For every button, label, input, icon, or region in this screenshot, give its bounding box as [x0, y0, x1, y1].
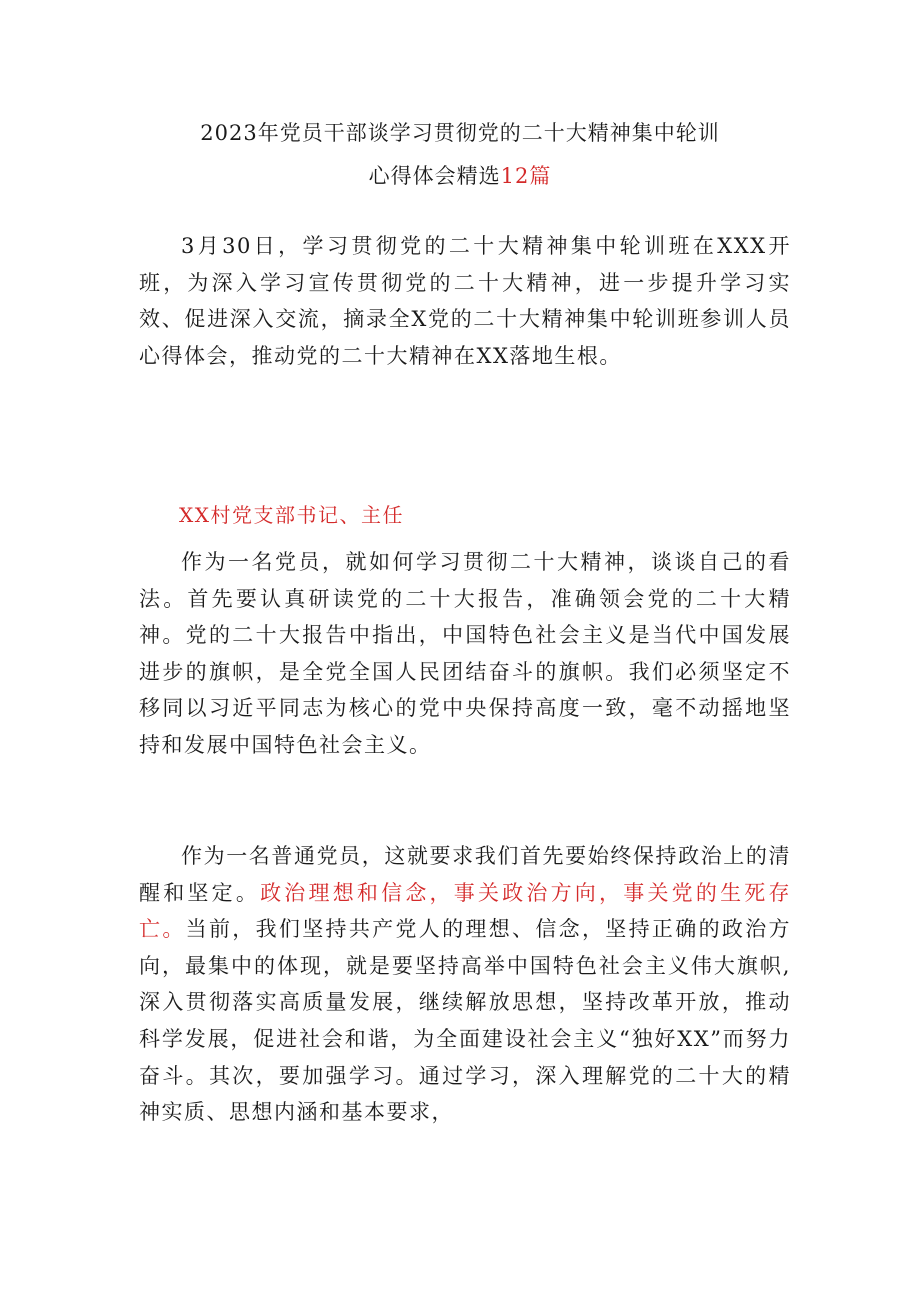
document-title-line1: 2023年党员干部谈学习贯彻党的二十大精神集中轮训 — [200, 121, 720, 145]
title-highlight: 12篇 — [500, 164, 552, 188]
title-line2-text: 心得体会精选 — [368, 164, 501, 188]
paragraph-2-end: 当前，我们坚持共产党人的理想、信念，坚持正确的政治方向，最集中的体现，就是要坚持高举中国特色社会主义伟大旗帜,深入贯彻落实高质量发展，继续解放思想，坚持改革开放，推动科学发展，促进社会和谐，为全面建设社会主义“独好XX”而努力奋斗。其次，要加强学习。通过学习，深入理解党的二十大的精神实质、思想内涵和基本要求， — [139, 917, 792, 1125]
intro-paragraph: 3月30日，学习贯彻党的二十大精神集中轮训班在XXX开班，为深入学习宣传贯彻党的二十大精神，进一步提升学习实效、促进深入交流，摘录全X党的二十大精神集中轮训班参训人员心得体会，推动党的二十大精神在XX落地生根。 — [139, 234, 791, 368]
paragraph-2 — [139, 838, 791, 1131]
paragraph-1: 作为一名党员，就如何学习贯彻二十大精神，谈谈自己的看法。首先要认真研读党的二十大报告，准确领会党的二十大精神。党的二十大报告中指出，中国特色社会主义是当代中国发展进步的旗帜，是全党全国人民团结奋斗的旗帜。我们必须坚定不移同以习近平同志为核心的党中央保持高度一致，毫不动摇地坚持和发展中国特色社会主义。 — [139, 550, 791, 757]
paragraph-2-start: 作为一名普通党员，这就要求我们首先要始终保持政治上的清醒和坚定。 — [139, 844, 791, 905]
document-title-line2 — [0, 160, 920, 190]
section-title: XX村党支部书记、主任 — [179, 503, 404, 527]
paragraph-2-highlight: 政治理想和信念，事关政治方向，事关党的生死存亡。 — [139, 880, 792, 942]
